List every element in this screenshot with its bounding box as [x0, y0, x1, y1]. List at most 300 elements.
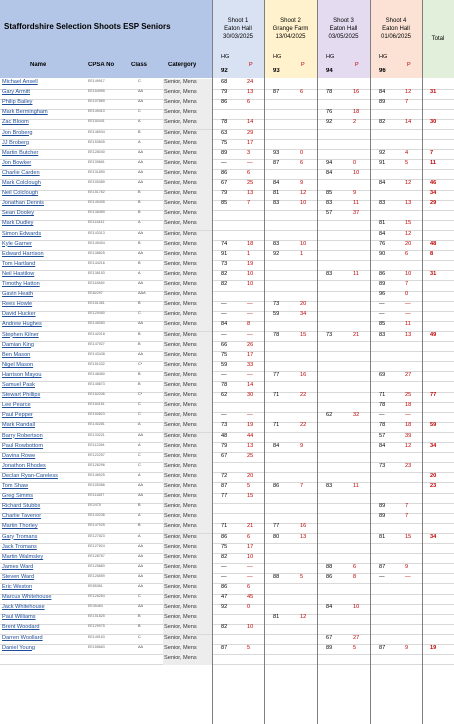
- score-cell: 87: [379, 644, 386, 651]
- class-cell: A: [138, 533, 141, 538]
- shoot-1-header: [212, 0, 264, 78]
- class-cell: AA: [138, 563, 144, 568]
- cpsa-number: EE133221: [88, 432, 105, 437]
- points-cell: 12: [300, 190, 307, 197]
- cpsa-number: EE122257: [88, 452, 105, 457]
- category-cell: Senior, Mens: [163, 493, 212, 503]
- cpsa-number: EE155663: [88, 644, 105, 649]
- shoot-4-hg-label: HG: [379, 54, 388, 60]
- score-cell: 62: [221, 392, 228, 399]
- points-cell: 14: [247, 382, 254, 388]
- shooter-name-link[interactable]: Michael Ansell: [2, 79, 38, 85]
- points-cell: 10: [247, 270, 254, 277]
- points-cell: —: [247, 371, 253, 378]
- points-cell: 25: [247, 180, 254, 186]
- category-cell: Senior, Mens: [163, 150, 212, 160]
- points-cell: 17: [247, 543, 254, 550]
- shoot-1-hg-label: HG: [221, 54, 230, 60]
- points-cell: 24: [247, 79, 254, 85]
- class-cell: AA: [138, 230, 144, 235]
- shooter-name-link[interactable]: Marcus Whitehouse: [2, 594, 52, 601]
- shoot-3-hg-label: HG: [326, 54, 335, 60]
- category-cell: Senior, Mens: [163, 412, 212, 422]
- shooter-name-link[interactable]: Paul Williams: [2, 614, 36, 621]
- shooter-name-link[interactable]: Mark Randall: [2, 422, 35, 429]
- total-cell: 29: [430, 200, 437, 207]
- category-cell: Senior, Mens: [163, 574, 212, 584]
- col-header-category: Catergory: [168, 62, 197, 68]
- table-row: [0, 160, 454, 170]
- category-cell: Senior, Mens: [163, 301, 212, 311]
- table-row: [0, 392, 454, 402]
- shooter-name-link[interactable]: Steven Ward: [2, 573, 35, 580]
- class-cell: B: [138, 240, 141, 245]
- shooter-name-link[interactable]: Jon Bowker: [2, 159, 32, 166]
- shooter-name-link[interactable]: Jack Whitehouse: [2, 604, 45, 611]
- points-cell: 0: [405, 291, 409, 298]
- category-cell: Senior, Mens: [163, 220, 212, 230]
- shooter-name-link[interactable]: Martin Walmsley: [2, 553, 44, 560]
- cpsa-number: EE153605: [88, 139, 105, 144]
- points-cell: 5: [405, 159, 409, 166]
- points-cell: 15: [405, 220, 412, 227]
- score-cell: 63: [221, 129, 228, 136]
- shooter-name-link[interactable]: David Hucker: [2, 311, 36, 318]
- points-cell: 20: [247, 472, 254, 479]
- score-cell: 83: [273, 200, 280, 207]
- table-row: [0, 483, 454, 493]
- score-cell: 88: [326, 563, 333, 570]
- shooter-name-link[interactable]: Charlie Tavenor: [2, 513, 42, 520]
- shooter-name-link[interactable]: Darren Woollard: [2, 634, 43, 641]
- shooter-name-link[interactable]: Kyle Garner: [2, 240, 32, 247]
- score-cell: 87: [379, 563, 386, 570]
- score-cell: 82: [221, 270, 228, 277]
- score-cell: —: [221, 573, 227, 580]
- category-cell: Senior, Mens: [163, 109, 212, 119]
- total-cell: 46: [430, 180, 437, 186]
- table-row: [0, 301, 454, 311]
- table-row: [0, 645, 454, 655]
- shooter-name-link[interactable]: Samuel Pask: [2, 382, 35, 388]
- points-cell: 13: [405, 200, 412, 207]
- divider: [264, 0, 265, 724]
- score-cell: 81: [273, 614, 280, 621]
- points-cell: 25: [405, 392, 412, 399]
- class-cell: C: [138, 311, 141, 316]
- shooter-name-link[interactable]: Brent Woodard: [2, 624, 40, 631]
- score-cell: 85: [379, 321, 386, 328]
- score-cell: 78: [326, 89, 333, 96]
- points-cell: 9: [300, 442, 304, 449]
- shooter-name-link[interactable]: Daniel Young: [2, 644, 35, 651]
- shoot-3-header: [317, 0, 370, 78]
- sheet-title: Staffordshire Selection Shoots ESP Seniors: [0, 0, 212, 46]
- score-cell: 80: [273, 533, 280, 540]
- shooter-name-link[interactable]: Rees Howle: [2, 301, 33, 308]
- points-cell: 17: [247, 351, 254, 358]
- points-cell: 10: [300, 240, 307, 247]
- points-cell: —: [247, 331, 253, 338]
- score-cell: 78: [221, 119, 228, 126]
- shooter-name-link[interactable]: Edward Harrison: [2, 250, 44, 257]
- shooter-name-link[interactable]: Barry Robertson: [2, 432, 43, 439]
- score-cell: 83: [273, 240, 280, 247]
- points-cell: 2: [353, 119, 357, 126]
- category-cell: Senior, Mens: [163, 89, 212, 99]
- points-cell: 39: [405, 432, 412, 439]
- points-cell: 10: [247, 553, 254, 560]
- points-cell: 32: [353, 412, 360, 419]
- shoot-2-hg-value: 93: [273, 68, 280, 74]
- table-row: [0, 372, 454, 382]
- points-cell: 9: [300, 180, 304, 186]
- points-cell: 9: [405, 644, 409, 651]
- table-row: [0, 119, 454, 129]
- shooter-name-link[interactable]: Tom Hartland: [2, 260, 36, 267]
- category-cell: Senior, Mens: [163, 281, 212, 291]
- score-cell: 78: [379, 402, 386, 409]
- points-cell: 10: [247, 281, 254, 287]
- score-cell: 84: [379, 230, 386, 237]
- points-cell: 12: [405, 230, 412, 237]
- shooter-name-link[interactable]: Richard Stubbs: [2, 503, 41, 510]
- cpsa-number: EE149410: [88, 109, 105, 114]
- table-row: [0, 241, 454, 251]
- table-row: [0, 624, 454, 634]
- score-cell: 71: [273, 392, 280, 399]
- shooter-name-link[interactable]: Neil Hastilow: [2, 270, 35, 277]
- cpsa-number: EE45484: [88, 604, 103, 609]
- points-cell: 5: [247, 483, 251, 489]
- total-cell: 19: [430, 644, 437, 651]
- shooter-name-link[interactable]: Mark Bermingham: [2, 109, 48, 116]
- cpsa-number: EE150441: [88, 119, 105, 124]
- score-cell: 87: [221, 483, 228, 489]
- points-cell: 11: [353, 200, 359, 207]
- class-cell: AA: [138, 180, 144, 184]
- shooter-name-link[interactable]: Stewart Phillips: [2, 392, 41, 399]
- total-cell: 20: [430, 472, 437, 479]
- shooter-name-link[interactable]: Paul Pepper: [2, 412, 33, 419]
- class-cell: B: [138, 200, 141, 205]
- shooter-name-link[interactable]: Declan Ryan-Careless: [2, 472, 58, 479]
- score-cell: 91: [379, 159, 386, 166]
- shooter-name-link[interactable]: Greg Simms: [2, 493, 34, 500]
- category-cell: Senior, Mens: [163, 251, 212, 261]
- total-cell: 23: [430, 483, 437, 489]
- shooter-name-link[interactable]: Martin Butcher: [2, 149, 39, 156]
- shooter-name-link[interactable]: Nigel Mason: [2, 361, 34, 368]
- score-cell: 59: [273, 311, 280, 318]
- shooter-name-link[interactable]: Paul Rowbottom: [2, 442, 44, 449]
- points-cell: 10: [300, 200, 307, 207]
- table-row: [0, 180, 454, 190]
- points-cell: —: [247, 573, 253, 580]
- class-cell: B: [138, 260, 141, 265]
- shooter-name-link[interactable]: Philip Bailey: [2, 99, 33, 106]
- cpsa-number: EE139661: [88, 159, 105, 164]
- category-cell: Senior, Mens: [163, 402, 212, 412]
- score-cell: 59: [221, 361, 228, 368]
- score-cell: 78: [379, 422, 386, 429]
- points-cell: 27: [405, 371, 412, 378]
- class-cell: C: [138, 109, 141, 114]
- shooter-name-link[interactable]: Stephen Kilner: [2, 331, 39, 338]
- points-cell: 1: [247, 250, 251, 257]
- table-row: [0, 614, 454, 624]
- class-cell: C: [138, 594, 141, 599]
- class-cell: AA: [138, 351, 144, 356]
- class-cell: A: [138, 513, 141, 518]
- score-cell: —: [221, 301, 227, 308]
- shooter-name-link[interactable]: Zac Bloom: [2, 119, 29, 126]
- points-cell: 7: [405, 99, 409, 106]
- table-row: [0, 281, 454, 291]
- score-cell: 89: [379, 503, 386, 510]
- shooter-name-link[interactable]: Charlie Carden: [2, 169, 40, 176]
- cpsa-number: EE140281: [88, 422, 105, 427]
- shooter-name-link[interactable]: Ben Mason: [2, 351, 31, 358]
- table-row: [0, 99, 454, 109]
- points-cell: 29: [247, 129, 254, 136]
- cpsa-number: EE149405: [88, 200, 105, 205]
- score-cell: —: [221, 371, 227, 378]
- points-cell: 25: [247, 452, 254, 459]
- class-cell: AA: [138, 89, 144, 94]
- points-cell: 18: [405, 422, 412, 429]
- shooter-name-link[interactable]: Tom Shaw: [2, 483, 29, 489]
- cpsa-number: EE151361: [88, 301, 105, 306]
- points-cell: 33: [247, 361, 254, 368]
- points-cell: 5: [247, 644, 251, 651]
- points-cell: 21: [353, 331, 360, 338]
- table-row: [0, 463, 454, 473]
- category-cell: Senior, Mens: [163, 241, 212, 251]
- score-cell: 91: [221, 250, 228, 257]
- points-cell: 15: [405, 533, 412, 540]
- total-cell: 8: [430, 250, 434, 257]
- score-cell: 83: [379, 331, 386, 338]
- score-cell: 86: [326, 573, 333, 580]
- table-row: [0, 584, 454, 594]
- points-cell: 5: [353, 644, 357, 651]
- points-cell: —: [247, 412, 253, 419]
- points-cell: 18: [247, 240, 254, 247]
- score-cell: 73: [379, 462, 386, 469]
- category-cell: Senior, Mens: [163, 503, 212, 513]
- shooter-name-link[interactable]: Davina Rowe: [2, 452, 36, 459]
- class-cell: AA: [138, 321, 144, 326]
- points-cell: 13: [300, 533, 307, 540]
- class-cell: AA: [138, 483, 144, 487]
- points-cell: 19: [247, 260, 254, 267]
- category-cell: Senior, Mens: [163, 635, 212, 645]
- score-cell: 89: [326, 644, 333, 651]
- shooter-name-link[interactable]: Jon Broberg: [2, 129, 33, 136]
- class-cell: B: [138, 614, 141, 619]
- table-row: [0, 433, 454, 443]
- class-cell: AA: [138, 543, 144, 548]
- points-cell: 8: [247, 321, 251, 328]
- cpsa-number: EE151032: [88, 361, 105, 366]
- category-cell: Senior, Mens: [163, 79, 212, 89]
- shooter-name-link[interactable]: Martin Thorley: [2, 523, 38, 530]
- score-cell: 73: [221, 422, 228, 429]
- score-cell: 92: [273, 250, 280, 257]
- points-cell: —: [247, 301, 253, 308]
- shooter-name-link[interactable]: Jonathan Dennis: [2, 200, 44, 207]
- shooter-name-link[interactable]: Eric Weston: [2, 584, 33, 590]
- cpsa-number: EE143438: [88, 351, 105, 356]
- shooter-name-link[interactable]: Neil Colclough: [2, 190, 39, 197]
- score-cell: 89: [221, 149, 228, 156]
- points-cell: 23: [405, 462, 412, 469]
- total-header: Total: [422, 0, 454, 78]
- cpsa-number: EE125883: [88, 563, 105, 568]
- points-cell: 12: [405, 442, 412, 449]
- shooter-name-link[interactable]: Andrew Hughes: [2, 321, 42, 328]
- cpsa-number: EE151825: [88, 614, 105, 619]
- points-cell: 18: [353, 109, 360, 116]
- score-cell: 84: [273, 442, 280, 449]
- class-cell: C: [138, 402, 141, 407]
- category-cell: Senior, Mens: [163, 513, 212, 523]
- points-cell: 11: [353, 270, 359, 277]
- shooter-name-link[interactable]: Damian King: [2, 341, 35, 348]
- table-row: [0, 473, 454, 483]
- shoot-3-date: 03/05/2025: [328, 34, 359, 40]
- class-cell: AA: [138, 553, 144, 558]
- shooter-name-link[interactable]: Sean Dooley: [2, 210, 35, 217]
- shooter-name-link[interactable]: Jonathon Rhodes: [2, 462, 46, 469]
- table-row: [0, 150, 454, 160]
- shoot-1-venue: Eaton Hall: [224, 26, 252, 32]
- points-cell: 17: [247, 139, 254, 146]
- score-cell: 76: [326, 109, 333, 116]
- shoot-4-venue: Eaton Hall: [382, 26, 410, 32]
- cpsa-number: EE127824: [88, 543, 105, 548]
- shoot-1-label: Shoot 1: [227, 18, 249, 24]
- total-cell: 11: [430, 159, 436, 166]
- class-cell: B: [138, 341, 141, 346]
- class-cell: B: [138, 129, 141, 134]
- points-cell: 9: [405, 563, 409, 570]
- shoot-4-p-label: P: [407, 62, 411, 68]
- shooter-name-link[interactable]: Harrison Mayou: [2, 371, 42, 378]
- score-cell: 76: [379, 240, 386, 247]
- shooter-name-link[interactable]: Gary Armitt: [2, 89, 30, 96]
- cpsa-number: EE147925: [88, 523, 105, 528]
- category-cell: Senior, Mens: [163, 291, 212, 301]
- class-cell: C: [138, 634, 141, 639]
- points-cell: 0: [247, 604, 251, 611]
- class-cell: AA: [138, 169, 144, 174]
- cpsa-number: EE115441: [88, 220, 105, 225]
- shooter-name-link[interactable]: Lee Pearce: [2, 402, 31, 409]
- score-cell: 86: [221, 99, 228, 106]
- score-cell: 86: [221, 584, 228, 590]
- points-cell: 7: [300, 483, 304, 489]
- score-cell: 84: [326, 169, 333, 176]
- table-row: [0, 291, 454, 301]
- score-cell: —: [379, 412, 385, 419]
- points-cell: 7: [405, 281, 409, 287]
- total-cell: 30: [430, 119, 437, 126]
- category-cell: Senior, Mens: [163, 119, 212, 129]
- points-cell: 6: [353, 563, 357, 570]
- table-row: [0, 503, 454, 513]
- shoot-2-header: [264, 0, 317, 78]
- points-cell: 11: [353, 483, 359, 489]
- points-cell: 20: [405, 240, 412, 247]
- shooter-name-link[interactable]: Timothy Hatton: [2, 281, 40, 287]
- category-cell: Senior, Mens: [163, 130, 212, 140]
- shooter-name-link[interactable]: James Ward: [2, 563, 34, 570]
- points-cell: 12: [405, 89, 412, 96]
- shooter-name-link[interactable]: Gavin Heath: [2, 291, 34, 298]
- score-cell: —: [221, 331, 227, 338]
- points-cell: 15: [300, 331, 307, 338]
- category-cell: Senior, Mens: [163, 271, 212, 281]
- score-cell: 79: [221, 89, 228, 96]
- score-cell: —: [379, 311, 385, 318]
- shoot-1-date: 30/03/2025: [222, 34, 254, 40]
- shooter-name-link[interactable]: Mark Dudley: [2, 220, 34, 227]
- shooter-name-link[interactable]: Mark Colclough: [2, 180, 41, 186]
- shooter-name-link[interactable]: Simon Edwards: [2, 230, 42, 237]
- class-cell: A: [138, 442, 141, 447]
- class-cell: A: [138, 270, 141, 275]
- points-cell: 7: [247, 200, 251, 207]
- category-cell: Senior, Mens: [163, 443, 212, 453]
- table-row: [0, 635, 454, 645]
- points-cell: —: [247, 563, 253, 570]
- cpsa-number: EE138153: [88, 270, 105, 275]
- class-cell: AA: [138, 159, 144, 164]
- shooter-name-link[interactable]: JJ Broberg: [2, 139, 30, 146]
- table-row: [0, 655, 454, 665]
- cpsa-number: EE150823: [88, 412, 105, 417]
- table-row: [0, 251, 454, 261]
- score-cell: 92: [379, 149, 386, 156]
- table-row: [0, 321, 454, 331]
- table-row: [0, 170, 454, 180]
- shooter-name-link[interactable]: Jack Tromans: [2, 543, 37, 550]
- category-cell: Senior, Mens: [163, 231, 212, 241]
- table-row: [0, 534, 454, 544]
- table-row: [0, 79, 454, 89]
- category-cell: Senior, Mens: [163, 321, 212, 331]
- cpsa-number: EE149163: [88, 634, 105, 639]
- points-cell: —: [405, 412, 411, 419]
- score-cell: 83: [326, 483, 333, 489]
- score-cell: 92: [221, 604, 228, 611]
- shoot-3-hg-value: 94: [326, 68, 333, 74]
- total-cell: 77: [430, 392, 437, 399]
- score-cell: —: [221, 412, 227, 419]
- category-cell: Senior, Mens: [163, 170, 212, 180]
- table-row: [0, 382, 454, 392]
- score-cell: 57: [379, 432, 386, 439]
- score-cell: 71: [221, 523, 228, 530]
- total-cell: 34: [430, 442, 437, 449]
- score-cell: 69: [379, 371, 386, 378]
- shooter-name-link[interactable]: Gary Tromans: [2, 533, 38, 540]
- score-cell: 94: [326, 159, 333, 166]
- category-cell: Senior, Mens: [163, 645, 212, 655]
- score-cell: 86: [379, 270, 386, 277]
